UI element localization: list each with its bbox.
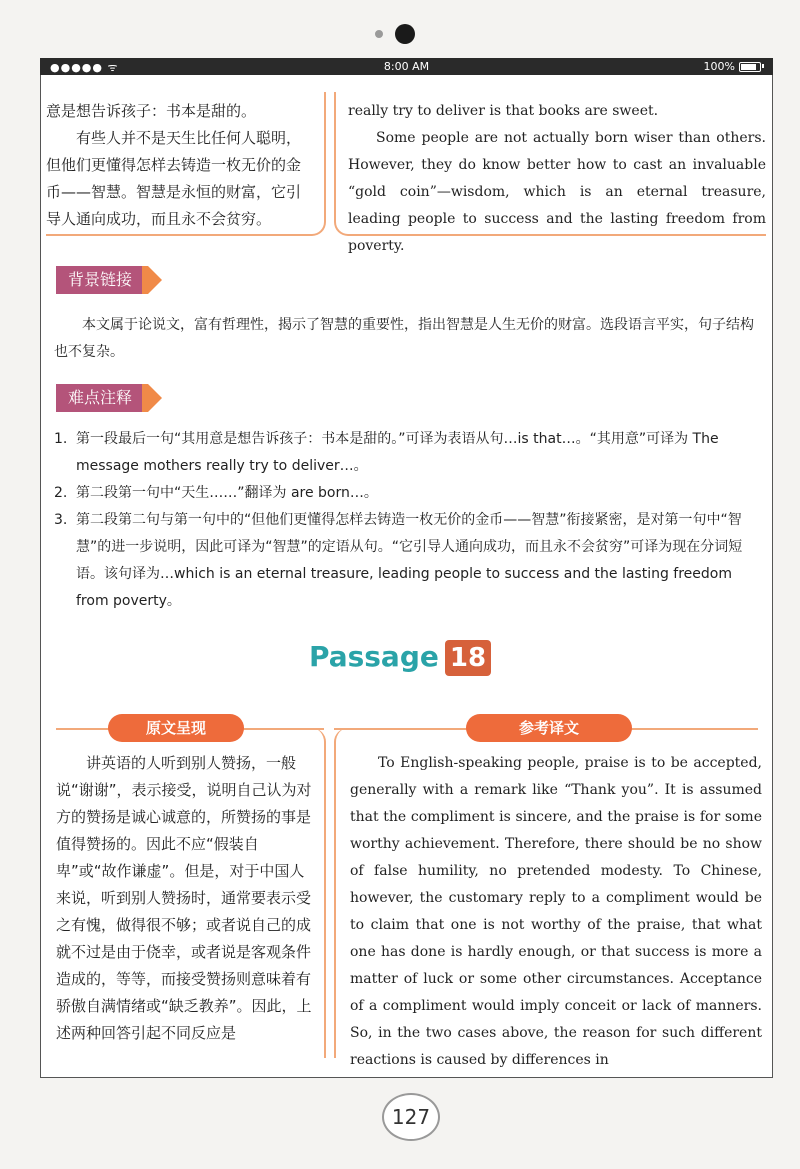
signal-icon: ●●●●● ᯤ <box>50 61 119 74</box>
device-camera <box>0 22 800 46</box>
status-time: 8:00 AM <box>383 60 430 73</box>
top-chinese-panel <box>46 92 326 236</box>
notes-tag-label: 难点注释 <box>68 388 133 407</box>
notes-section <box>54 426 766 615</box>
translation-label-pill: 参考译文 <box>466 714 632 742</box>
original-paragraph: 讲英语的人听到别人赞扬，一般说“谢谢”，表示接受，说明自己认为对方的赞扬是诚心诚意的，所赞扬的事是值得赞扬的。因此不应“假装自卑”或“故作谦虚”。但是，对于中国人来说，听到别人赞扬时，通常要表示受之有愧，做得很不够；或者说自己的成就不过是由于侥幸，或者说是客观条件造成的，等等，而接受赞扬则意味着有骄傲自满情绪或“缺乏教养”。因此，上述两种回答引起不同反应是 <box>56 754 312 1042</box>
note-item <box>54 507 766 615</box>
status-bar <box>40 58 773 75</box>
background-paragraph: 本文属于论说文，富有哲理性，揭示了智慧的重要性，指出智慧是人生无价的财富。选段语言平实，句子结构也不复杂。 <box>54 317 754 360</box>
cn-paragraph-2: 有些人并不是天生比任何人聪明，但他们更懂得怎样去铸造一枚无价的金币——智慧。智慧是永恒的财富，它引导人通向成功，而且永不会贫穷。 <box>46 129 302 228</box>
note-item <box>54 480 766 507</box>
note-text: 第一段最后一句“其用意是想告诉孩子：书本是甜的。”可译为表语从句…is that…。“其用意”可译为 The message mothers really try to deliver…。 <box>76 431 719 474</box>
translation-paragraph: To English-speaking people, praise is to be accepted, generally with a remark like “Thank you”. It is assumed that the compliment is sincere, and the praise is for some worthy achievement. Therefore, there should be no show of false humility, no pretended modesty. To Chinese, however, the customary reply to a compliment would be to claim that one is not worthy of the praise, that what one has done is hardly enough, or that success is more a matter of luck or some other circumstances. Acceptance of a compliment would imply conceit or lack of manners. So, in the two cases above, the reason for such different reactions is caused by differences in <box>350 755 762 1068</box>
note-item <box>54 426 766 480</box>
camera-lens <box>395 24 415 44</box>
translation-text-panel <box>334 728 768 1068</box>
note-number: 2. <box>54 485 68 501</box>
page-number: 127 <box>382 1093 440 1141</box>
passage-number-badge: 18 <box>445 640 491 676</box>
note-text: 第二段第一句中“天生……”翻译为 are born…。 <box>76 485 378 501</box>
passage-label: Passage <box>308 640 439 673</box>
original-text-panel <box>46 728 326 1058</box>
en-line-1: really try to deliver is that books are sweet. <box>348 103 659 119</box>
background-tag <box>56 266 148 294</box>
note-text: 第二段第二句与第一句中的“但他们更懂得怎样去铸造一枚无价的金币——智慧”衔接紧密，是对第一句中“智慧”的进一步说明，因此可译为“智慧”的定语从句。“它引导人通向成功，而且永不会贫穷”可译为现在分词短语。该句译为…which is an eternal treasure, leading people to success and the lasting freedom from poverty。 <box>76 512 743 609</box>
top-english-panel <box>334 92 766 254</box>
background-text <box>54 312 766 366</box>
sensor-dot <box>375 30 383 38</box>
en-paragraph-2: Some people are not actually born wiser than others. However, they do know better how to cast an invaluable “gold coin”—wisdom, which is an eternal treasure, leading people to success and the lasting freedom from poverty. <box>348 130 766 254</box>
note-number: 3. <box>54 512 68 528</box>
battery-icon <box>739 62 761 72</box>
original-label-pill: 原文呈现 <box>108 714 244 742</box>
note-number: 1. <box>54 431 68 447</box>
background-tag-label: 背景链接 <box>68 270 133 289</box>
cn-line-1: 意是想告诉孩子：书本是甜的。 <box>46 102 257 120</box>
battery-percent: 100% <box>703 60 735 73</box>
passage-heading <box>0 640 800 676</box>
battery-tip <box>762 64 764 68</box>
notes-tag <box>56 384 148 412</box>
notes-list <box>54 426 766 615</box>
